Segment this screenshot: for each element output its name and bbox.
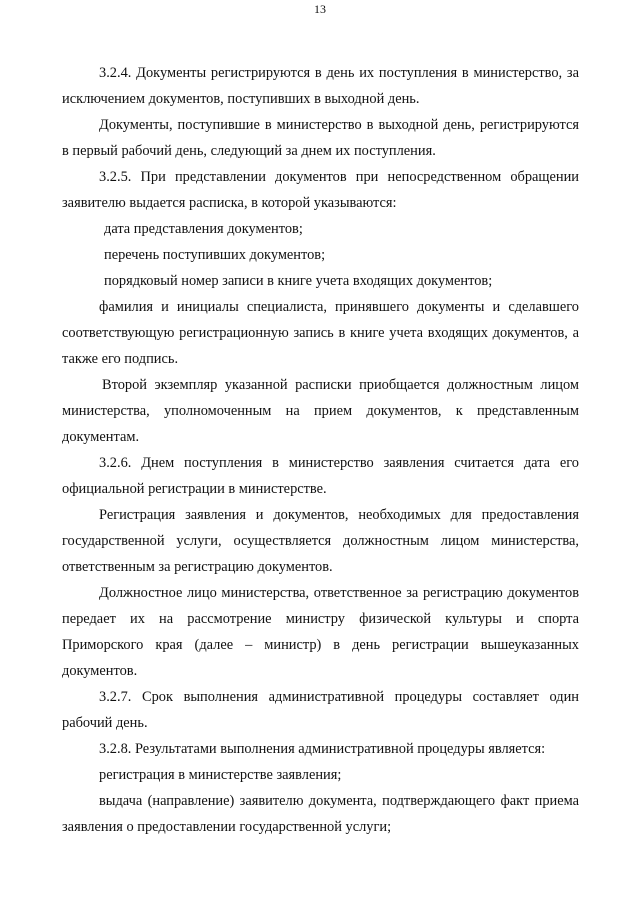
paragraph-specialist: фамилия и инициалы специалиста, принявшего документы и сделавшего соответствующую регистрационную запись в книге учета входящих документов, а также его подпись. xyxy=(62,299,579,367)
paragraph-weekend-registration: Документы, поступившие в министерство в выходной день, регистрируются в первый рабочий день, следующий за днем их поступления. xyxy=(62,117,579,159)
paragraph-3-2-6: 3.2.6. Днем поступления в министерство заявления считается дата его официальной регистрации в министерстве. xyxy=(62,455,579,497)
paragraph-3-2-7: 3.2.7. Срок выполнения административной процедуры составляет один рабочий день. xyxy=(62,689,579,731)
paragraph-3-2-4: 3.2.4. Документы регистрируются в день их поступления в министерство, за исключением документов, поступивших в выходной день. xyxy=(62,65,579,107)
paragraph-registration: Регистрация заявления и документов, необходимых для предоставления государственной услуги, осуществляется должностным лицом министерства, ответственным за регистрацию документов. xyxy=(62,507,579,575)
paragraph-result-issue: выдача (направление) заявителю документа, подтверждающего факт приема заявления о предоставлении государственной услуги; xyxy=(62,793,579,835)
paragraph-result-registration: регистрация в министерстве заявления; xyxy=(99,767,342,783)
paragraph-3-2-5: 3.2.5. При представлении документов при непосредственном обращении заявителю выдается расписка, в которой указываются: xyxy=(62,169,579,211)
list-item-record-number: порядковый номер записи в книге учета входящих документов; xyxy=(104,273,493,289)
page-number: 13 xyxy=(314,2,326,16)
paragraph-3-2-8: 3.2.8. Результатами выполнения административной процедуры является: xyxy=(99,741,546,757)
paragraph-second-copy: Второй экземпляр указанной расписки приобщается должностным лицом министерства, уполномоченным на прием документов, к представленным документам. xyxy=(62,377,579,445)
list-item-date: дата представления документов; xyxy=(104,221,303,237)
list-item-documents: перечень поступивших документов; xyxy=(104,247,326,263)
paragraph-official: Должностное лицо министерства, ответственное за регистрацию документов передает их на рассмотрение министру физической культуры и спорта Приморского края (далее – министр) в день регистрации вышеуказанных документов. xyxy=(62,585,579,679)
document-body xyxy=(62,60,579,840)
